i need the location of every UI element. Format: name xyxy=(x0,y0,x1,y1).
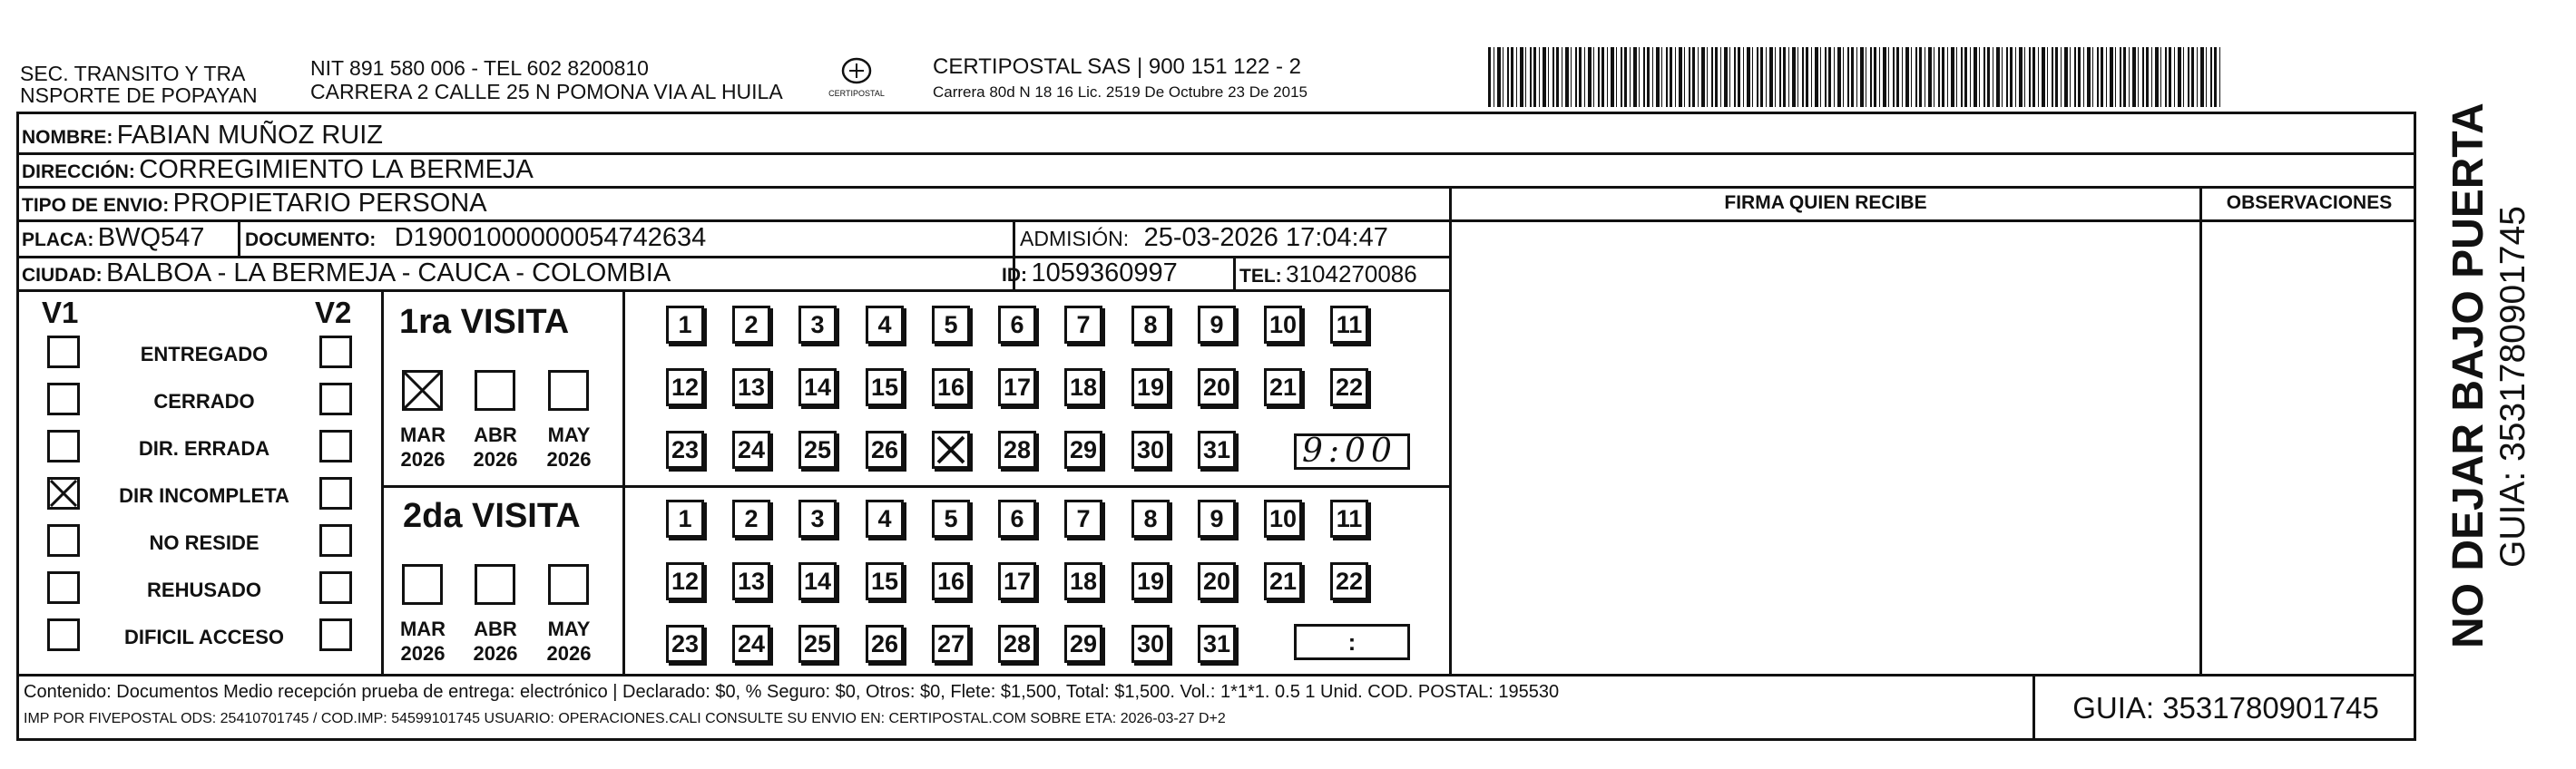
sender-line-1: SEC. TRANSITO Y TRA xyxy=(20,62,246,85)
v1-checkbox-rehusado[interactable] xyxy=(47,571,80,604)
v2-checkbox-dir-errada[interactable] xyxy=(319,430,352,462)
year-label: 2026 xyxy=(400,448,446,471)
license-line: Carrera 80d N 18 16 Lic. 2519 De Octubre 23 De 2015 xyxy=(933,83,1308,101)
month-label: MAY xyxy=(547,423,591,446)
second-visit-month-may xyxy=(537,617,601,666)
year-label: 2026 xyxy=(546,448,592,471)
first-visit-day-10[interactable]: 10 xyxy=(1264,306,1302,344)
nombre-value: FABIAN MUÑOZ RUIZ xyxy=(116,121,384,150)
second-visit-day-5[interactable]: 5 xyxy=(932,500,970,538)
first-visit-day-6[interactable]: 6 xyxy=(998,306,1036,344)
first-visit-day-17[interactable]: 17 xyxy=(998,368,1036,406)
second-visit-day-2[interactable]: 2 xyxy=(732,500,770,538)
first-visit-day-25[interactable]: 25 xyxy=(798,431,837,469)
first-visit-month-box-abr[interactable] xyxy=(475,370,515,411)
first-visit-day-19[interactable]: 19 xyxy=(1131,368,1170,406)
v1-checkbox-cerrado[interactable] xyxy=(47,383,80,415)
second-visit-day-25[interactable]: 25 xyxy=(798,625,837,663)
second-visit-day-26[interactable]: 26 xyxy=(866,625,904,663)
second-visit-day-11[interactable]: 11 xyxy=(1330,500,1368,538)
first-visit-time-handwritten: 9:00 xyxy=(1302,433,1397,470)
first-visit-day-13[interactable]: 13 xyxy=(732,368,770,406)
status-option-no-reside: NO RESIDE xyxy=(149,531,260,554)
barcode xyxy=(1488,47,2223,107)
v2-header: V2 xyxy=(315,296,352,329)
direccion-value: CORREGIMIENTO LA BERMEJA xyxy=(139,155,534,184)
firma-header: FIRMA QUIEN RECIBE xyxy=(1724,192,1927,213)
first-visit-day-1[interactable]: 1 xyxy=(666,306,704,344)
first-visit-day-26[interactable]: 26 xyxy=(866,431,904,469)
no-dejar-bajo-puerta: NO DEJAR BAJO PUERTA xyxy=(2444,102,2493,648)
second-visit-month-abr xyxy=(464,617,527,666)
second-visit-day-6[interactable]: 6 xyxy=(998,500,1036,538)
second-visit-day-14[interactable]: 14 xyxy=(798,562,837,600)
second-visit-time-placeholder: : xyxy=(1347,628,1357,656)
status-option-dir-errada: DIR. ERRADA xyxy=(138,437,270,460)
side-guia: GUIA: 3531780901745 xyxy=(2493,206,2532,568)
tel-value: 3104270086 xyxy=(1286,260,1417,287)
v2-checkbox-no-reside[interactable] xyxy=(319,524,352,557)
direccion-row xyxy=(22,155,534,185)
v1-header: V1 xyxy=(42,296,79,329)
first-visit-month-may xyxy=(537,423,601,472)
month-label: MAR xyxy=(399,618,446,640)
nombre-label: NOMBRE: xyxy=(22,127,113,148)
status-option-entregado: ENTREGADO xyxy=(140,343,269,365)
month-label: ABR xyxy=(474,423,517,446)
nit-line: NIT 891 580 006 - TEL 602 8200810 xyxy=(310,56,649,80)
second-visit-day-30[interactable]: 30 xyxy=(1131,625,1170,663)
second-visit-day-13[interactable]: 13 xyxy=(732,562,770,600)
second-visit-day-4[interactable]: 4 xyxy=(866,500,904,538)
documento-value: D19001000000054742634 xyxy=(394,223,707,252)
placa-label: PLACA: xyxy=(22,229,94,250)
second-visit-day-21[interactable]: 21 xyxy=(1264,562,1302,600)
second-visit-day-27[interactable]: 27 xyxy=(932,625,970,663)
first-visit-day-14[interactable]: 14 xyxy=(798,368,837,406)
direccion-label: DIRECCIÓN: xyxy=(22,161,135,182)
second-visit-day-23[interactable]: 23 xyxy=(666,625,704,663)
status-option-rehusado: REHUSADO xyxy=(147,579,261,601)
year-label: 2026 xyxy=(546,642,592,665)
v1-checkbox-dir-incompleta[interactable] xyxy=(47,477,80,510)
tel-label: TEL: xyxy=(1239,266,1282,287)
second-visit-day-7[interactable]: 7 xyxy=(1064,500,1102,538)
certipostal-logo xyxy=(820,53,893,109)
check-x-icon xyxy=(405,373,440,408)
first-visit-day-2[interactable]: 2 xyxy=(732,306,770,344)
content-line: Contenido: Documentos Medio recepción prueba de entrega: electrónico | Declarado: $0, % Seguro: $0, Otros: $0, Flete: $1,500, Total: $1,500. Vol.: 1*1*1. 0.5 1 Unid. COD. POSTAL: 195530 xyxy=(24,682,1560,702)
admision-label: ADMISIÓN: xyxy=(1020,227,1130,250)
second-visit-day-19[interactable]: 19 xyxy=(1131,562,1170,600)
ciudad-field xyxy=(22,258,671,288)
first-visit-day-18[interactable]: 18 xyxy=(1064,368,1102,406)
second-visit-title: 2da VISITA xyxy=(403,497,581,535)
first-visit-day-15[interactable]: 15 xyxy=(866,368,904,406)
admision-value: 25-03-2026 17:04:47 xyxy=(1143,223,1388,252)
v1-checkbox-entregado[interactable] xyxy=(47,336,80,368)
tel-field xyxy=(1239,260,1417,288)
first-visit-day-16[interactable]: 16 xyxy=(932,368,970,406)
placa-field xyxy=(22,223,204,253)
address-line: CARRERA 2 CALLE 25 N POMONA VIA AL HUILA xyxy=(310,80,783,103)
placa-value: BWQ547 xyxy=(97,223,205,252)
month-label: MAY xyxy=(547,618,591,640)
first-visit-day-24[interactable]: 24 xyxy=(732,431,770,469)
v1-checkbox-no-reside[interactable] xyxy=(47,524,80,557)
first-visit-month-box-may[interactable] xyxy=(548,370,589,411)
second-visit-time-box[interactable] xyxy=(1294,624,1410,660)
first-visit-title: 1ra VISITA xyxy=(399,303,570,341)
v1-checkbox-dificil-acceso[interactable] xyxy=(47,618,80,651)
first-visit-day-5[interactable]: 5 xyxy=(932,306,970,344)
sender-line-2: NSPORTE DE POPAYAN xyxy=(20,83,258,107)
v2-checkbox-cerrado[interactable] xyxy=(319,383,352,415)
check-x-icon xyxy=(50,480,77,507)
first-visit-day-29[interactable]: 29 xyxy=(1064,431,1102,469)
tipo-value: PROPIETARIO PERSONA xyxy=(172,189,487,218)
second-visit-day-31[interactable]: 31 xyxy=(1198,625,1236,663)
first-visit-day-9[interactable]: 9 xyxy=(1198,306,1236,344)
year-label: 2026 xyxy=(473,642,518,665)
v1-checkbox-dir-errada[interactable] xyxy=(47,430,80,462)
first-visit-month-box-mar[interactable] xyxy=(402,370,443,411)
first-visit-day-4[interactable]: 4 xyxy=(866,306,904,344)
v2-checkbox-rehusado[interactable] xyxy=(319,571,352,604)
first-visit-day-21[interactable]: 21 xyxy=(1264,368,1302,406)
second-visit-day-24[interactable]: 24 xyxy=(732,625,770,663)
first-visit-day-11[interactable]: 11 xyxy=(1330,306,1368,344)
month-label: MAR xyxy=(399,423,446,446)
v2-checkbox-dir-incompleta[interactable] xyxy=(319,477,352,510)
status-option-dificil-acceso: DIFICIL ACCESO xyxy=(123,626,284,648)
second-visit-day-10[interactable]: 10 xyxy=(1264,500,1302,538)
imp-line: IMP POR FIVEPOSTAL ODS: 25410701745 / COD.IMP: 54599101745 USUARIO: OPERACIONES.CALI CONSULTE SU ENVIO EN: CERTIPOSTAL.COM SOBRE ETA: 2026-03-27 D+2 xyxy=(24,711,1226,726)
year-label: 2026 xyxy=(473,448,518,471)
nombre-row xyxy=(22,121,383,151)
second-visit-month-box-mar[interactable] xyxy=(402,564,443,605)
id-label: ID: xyxy=(1002,265,1027,286)
first-visit-time-box[interactable] xyxy=(1294,433,1410,470)
second-visit-day-16[interactable]: 16 xyxy=(932,562,970,600)
id-value: 1059360997 xyxy=(1031,258,1178,287)
tipo-row xyxy=(22,189,487,219)
second-visit-day-17[interactable]: 17 xyxy=(998,562,1036,600)
first-visit-day-3[interactable]: 3 xyxy=(798,306,837,344)
id-field xyxy=(1002,258,1178,288)
first-visit-day-22[interactable]: 22 xyxy=(1330,368,1368,406)
second-visit-day-20[interactable]: 20 xyxy=(1198,562,1236,600)
first-visit-day-23[interactable]: 23 xyxy=(666,431,704,469)
first-visit-day-20[interactable]: 20 xyxy=(1198,368,1236,406)
logo-lettering: CERTIPOSTAL xyxy=(828,89,885,98)
second-visit-day-8[interactable]: 8 xyxy=(1131,500,1170,538)
first-visit-month-mar xyxy=(391,423,455,472)
documento-field xyxy=(245,223,706,253)
first-visit-day-7[interactable]: 7 xyxy=(1064,306,1102,344)
second-visit-day-15[interactable]: 15 xyxy=(866,562,904,600)
second-visit-day-18[interactable]: 18 xyxy=(1064,562,1102,600)
first-visit-day-8[interactable]: 8 xyxy=(1131,306,1170,344)
observaciones-header: OBSERVACIONES xyxy=(2226,192,2393,213)
ciudad-value: BALBOA - LA BERMEJA - CAUCA - COLOMBIA xyxy=(106,258,671,287)
admision-field xyxy=(1020,223,1388,253)
first-visit-day-12[interactable]: 12 xyxy=(666,368,704,406)
first-visit-month-abr xyxy=(464,423,527,472)
second-visit-day-12[interactable]: 12 xyxy=(666,562,704,600)
v2-checkbox-entregado[interactable] xyxy=(319,336,352,368)
ciudad-label: CIUDAD: xyxy=(22,265,103,286)
second-visit-day-9[interactable]: 9 xyxy=(1198,500,1236,538)
second-visit-day-28[interactable]: 28 xyxy=(998,625,1036,663)
company-line: CERTIPOSTAL SAS | 900 151 122 - 2 xyxy=(933,54,1301,79)
status-option-cerrado: CERRADO xyxy=(153,390,255,413)
first-visit-day-28[interactable]: 28 xyxy=(998,431,1036,469)
second-visit-day-3[interactable]: 3 xyxy=(798,500,837,538)
first-visit-day-27[interactable] xyxy=(932,431,970,469)
month-label: ABR xyxy=(474,618,517,640)
second-visit-month-box-abr[interactable] xyxy=(475,564,515,605)
v2-checkbox-dificil-acceso[interactable] xyxy=(319,618,352,651)
documento-label: DOCUMENTO: xyxy=(245,229,377,250)
status-option-dir-incompleta: DIR INCOMPLETA xyxy=(119,484,289,507)
second-visit-day-1[interactable]: 1 xyxy=(666,500,704,538)
second-visit-day-29[interactable]: 29 xyxy=(1064,625,1102,663)
tipo-label: TIPO DE ENVIO: xyxy=(22,195,170,216)
first-visit-day-30[interactable]: 30 xyxy=(1131,431,1170,469)
guia-box-text: GUIA: 3531780901745 xyxy=(2072,691,2379,725)
year-label: 2026 xyxy=(400,642,446,665)
check-x-icon xyxy=(935,433,967,466)
first-visit-day-31[interactable]: 31 xyxy=(1198,431,1236,469)
second-visit-month-mar xyxy=(391,617,455,666)
second-visit-day-22[interactable]: 22 xyxy=(1330,562,1368,600)
second-visit-month-box-may[interactable] xyxy=(548,564,589,605)
